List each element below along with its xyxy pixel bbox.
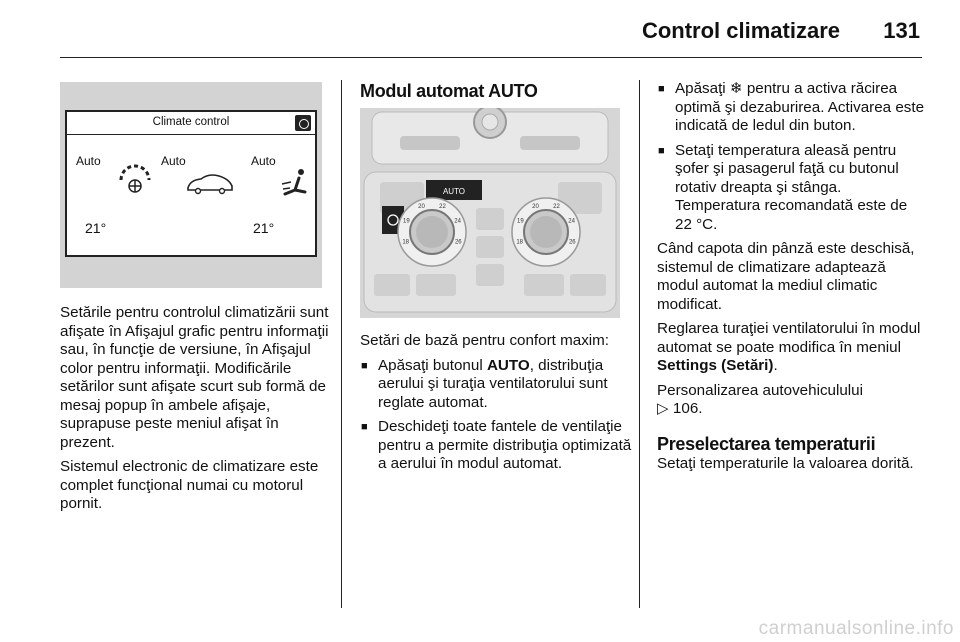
climate-control-display — [65, 110, 317, 257]
col3-bullet-1: ■ Apăsaţi ❄ pentru a activa răcirea optimă şi dezaburirea. Activarea este indicată de ledul din buton. — [657, 80, 925, 136]
left-temperature-dial — [398, 198, 466, 266]
column-2-body — [360, 332, 632, 480]
temperature-right: 21° — [253, 220, 275, 236]
settings-menu-name: Settings (Setări) — [657, 357, 774, 374]
climate-control-panel-figure — [360, 108, 620, 318]
page-ref-icon: ▷ — [657, 400, 669, 417]
watermark: carmanualsonline.info — [758, 618, 954, 639]
dial-tick-label: 18 — [516, 239, 524, 246]
column-divider-right — [639, 80, 640, 608]
temperature-left: 21° — [85, 220, 107, 236]
auto-label-right: Auto — [251, 154, 276, 168]
snowflake-icon: ❄ — [729, 80, 743, 97]
auto-label-center: Auto — [161, 154, 186, 168]
col2-bullet-2: ■ Deschideţi toate fantele de ventilaţie pentru a permite distribuţia optimizată a aerului în modul automat. — [360, 418, 632, 474]
dial-tick-label: 19 — [517, 218, 524, 225]
auto-button-label: AUTO — [442, 187, 466, 196]
section-heading-auto-mode: Modul automat AUTO — [360, 81, 538, 101]
seat-airflow-icon — [279, 166, 309, 200]
column-3 — [657, 80, 925, 479]
column-1 — [60, 304, 330, 520]
page-title: Control climatizare — [641, 18, 840, 43]
auto-keyword: AUTO — [486, 356, 530, 374]
air-distribution-car-icon — [185, 170, 235, 198]
auto-label-left: Auto — [76, 154, 101, 168]
page-header — [60, 0, 922, 58]
col2-intro: Setări de bază pentru confort maxim: — [360, 332, 610, 349]
dial-tick-label: 20 — [532, 204, 539, 210]
page-number: 131 — [883, 18, 920, 43]
col1-paragraph-1: Setările pentru controlul climatizării sunt afişate în Afişajul grafic pentru informaţii sau, în funcţie de versiune, în Afişajul color pentru informaţii. Modificările setărilor sunt afişate scurt sub formă de mesaj popup în ambele afişaje, suprapuse peste meniul afişat în prezent. — [60, 304, 329, 451]
dial-tick-label: 26 — [568, 239, 576, 246]
dial-tick-label: 26 — [454, 239, 462, 246]
settings-icon — [295, 115, 311, 131]
column-divider-left — [341, 80, 342, 608]
col2-bullet-1: ■ Apăsaţi butonul AUTO, distribuţia aerului şi turaţia ventilatorului sunt reglate automat. — [360, 357, 632, 413]
column-2 — [360, 80, 630, 102]
dial-tick-label: 22 — [439, 204, 446, 210]
col3-bullet-2: ■ Setaţi temperatura aleasă pentru şofer şi pasagerul faţă cu butonul rotativ dreapta şi stânga. Temperatura recomandată este de 22 °C. — [657, 142, 925, 235]
dial-tick-label: 24 — [568, 218, 575, 225]
display-title: Climate control — [152, 116, 230, 128]
dial-tick-label: 18 — [402, 239, 410, 246]
col3-paragraph-4: Setaţi temperaturile la valoarea dorită. — [657, 454, 914, 472]
col3-paragraph-3: Personalizarea autovehiculului ▷ 106. — [657, 381, 864, 417]
control-panel-illustration — [360, 108, 620, 318]
dial-tick-label: 20 — [418, 204, 425, 210]
dial-tick-label: 24 — [454, 218, 461, 225]
display-title-bar — [67, 112, 315, 135]
col3-paragraph-2: Reglarea turaţiei ventilatorului în modul automat se poate modifica în meniul Settings (Setări). — [657, 320, 921, 374]
climate-display-figure — [60, 82, 322, 288]
section-heading-temperature: Preselectarea temperaturii — [657, 433, 876, 454]
dial-tick-label: 22 — [553, 204, 560, 210]
page-reference: 106 — [672, 400, 699, 417]
dial-tick-label: 19 — [403, 218, 410, 225]
fan-speed-icon — [115, 164, 155, 196]
col3-paragraph-1: Când capota din pânză este deschisă, sistemul de climatizare adaptează modul automat la mediul climatic modificat. — [657, 240, 915, 313]
col1-paragraph-2: Sistemul electronic de climatizare este complet funcţional numai cu motorul pornit. — [60, 458, 319, 512]
right-temperature-dial — [512, 198, 580, 266]
